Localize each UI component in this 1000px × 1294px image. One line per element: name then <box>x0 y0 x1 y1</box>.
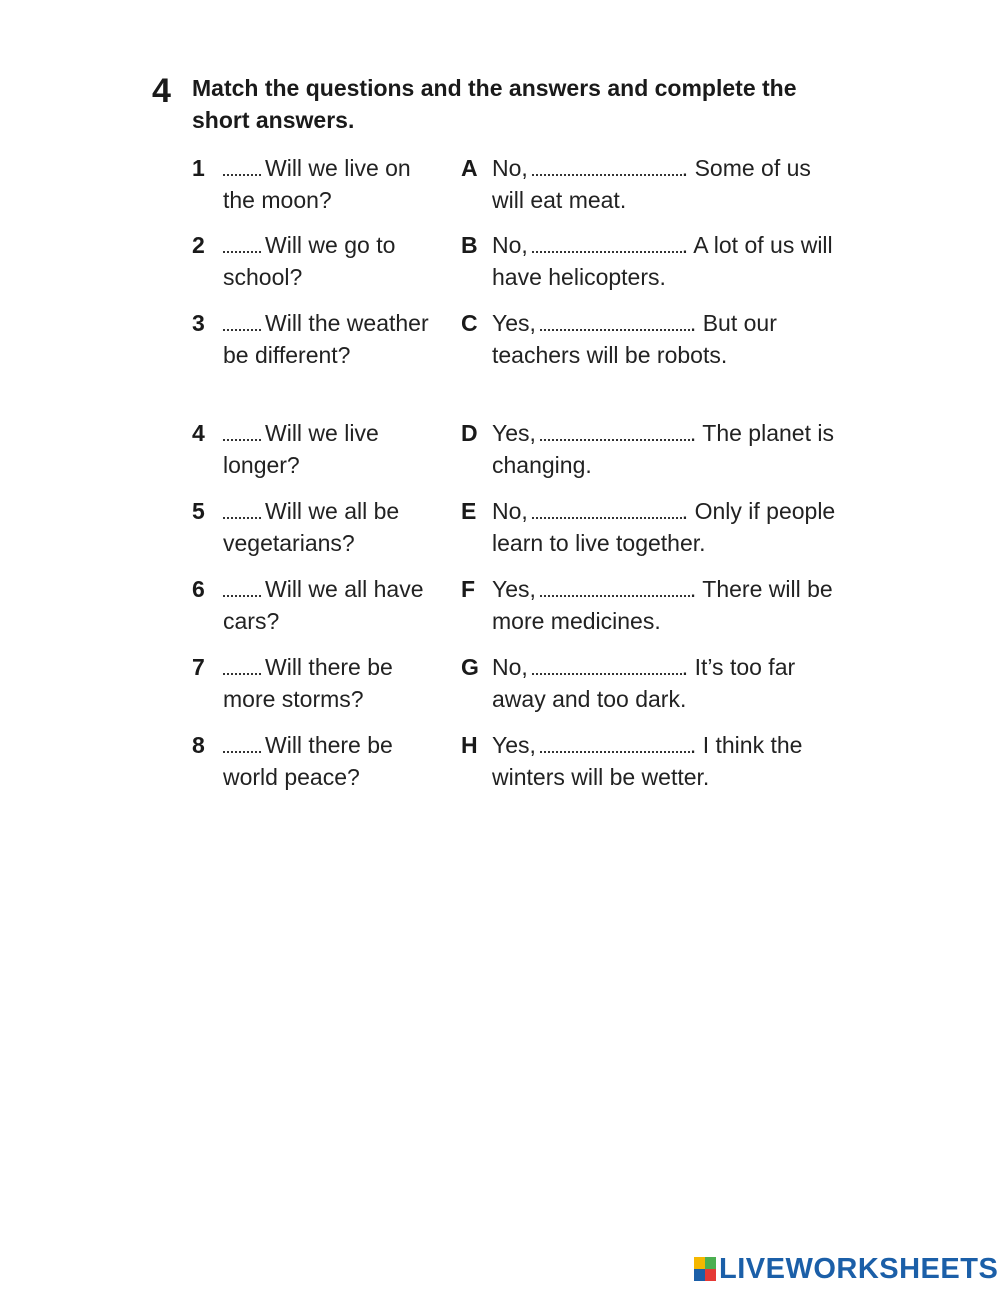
exercise-row <box>0 729 1000 809</box>
answer <box>492 152 842 216</box>
answer-letter: B <box>461 232 478 258</box>
question-text: Will there be more storms? <box>223 654 393 712</box>
answer <box>492 495 842 559</box>
answer-start: Yes, <box>492 576 536 602</box>
answer-text: . A lot of us will have helicopters. <box>492 232 833 290</box>
short-answer-blank[interactable] <box>540 729 690 753</box>
question <box>223 651 438 715</box>
answer-start: Yes, <box>492 732 536 758</box>
short-answer-blank[interactable] <box>532 651 682 675</box>
question-text: Will there be world peace? <box>223 732 393 790</box>
short-answer-blank[interactable] <box>532 495 682 519</box>
exercise-row <box>0 417 1000 497</box>
exercise-row <box>0 307 1000 387</box>
question <box>223 307 438 371</box>
question-text: Will we live on the moon? <box>223 155 411 213</box>
exercise-row <box>0 495 1000 575</box>
answer <box>492 573 842 637</box>
question <box>223 417 438 481</box>
answer-text: . Only if people learn to live together. <box>492 498 836 556</box>
question <box>223 152 438 216</box>
answer-letter: G <box>461 654 479 680</box>
match-blank[interactable] <box>223 729 261 753</box>
answer-letter: A <box>461 155 478 181</box>
answer-start: No, <box>492 654 528 680</box>
answer-text: . There will be more medicines. <box>492 576 833 634</box>
question <box>223 495 438 559</box>
instructions: Match the questions and the answers and complete the short answers. <box>192 75 797 133</box>
answer <box>492 229 842 293</box>
question-text: Will we live longer? <box>223 420 379 478</box>
question-number: 3 <box>192 310 205 336</box>
answer <box>492 307 842 371</box>
answer-text: . Some of us will eat meat. <box>492 155 811 213</box>
answer-letter: C <box>461 310 478 336</box>
question-number: 8 <box>192 732 205 758</box>
answer-start: Yes, <box>492 420 536 446</box>
question <box>223 573 438 637</box>
question-number: 4 <box>192 420 205 446</box>
logo-text: LIVEWORKSHEETS <box>719 1252 999 1285</box>
answer-start: No, <box>492 232 528 258</box>
question-number: 1 <box>192 155 205 181</box>
question-text: Will we all be vegetarians? <box>223 498 400 556</box>
logo-mark-icon <box>694 1257 716 1281</box>
liveworksheets-logo <box>694 1252 998 1286</box>
match-blank[interactable] <box>223 152 261 176</box>
short-answer-blank[interactable] <box>532 152 682 176</box>
answer-letter: H <box>461 732 478 758</box>
short-answer-blank[interactable] <box>540 307 690 331</box>
answer <box>492 651 842 715</box>
exercise-row <box>0 152 1000 232</box>
match-blank[interactable] <box>223 417 261 441</box>
answer-start: No, <box>492 155 528 181</box>
answer-letter: E <box>461 498 477 524</box>
answer-text: . I think the winters will be wetter. <box>492 732 803 790</box>
answer-letter: F <box>461 576 476 602</box>
question <box>223 729 438 793</box>
question-text: Will the weather be different? <box>223 310 429 368</box>
answer-start: Yes, <box>492 310 536 336</box>
exercise-row <box>0 651 1000 731</box>
answer-text: . But our teachers will be robots. <box>492 310 777 368</box>
exercise-row <box>0 229 1000 309</box>
question-number: 5 <box>192 498 205 524</box>
answer-letter: D <box>461 420 478 446</box>
question-text: Will we all have cars? <box>223 576 424 634</box>
match-blank[interactable] <box>223 495 261 519</box>
match-blank[interactable] <box>223 307 261 331</box>
answer <box>492 729 842 793</box>
short-answer-blank[interactable] <box>540 573 690 597</box>
question-number: 2 <box>192 232 205 258</box>
answer <box>492 417 842 481</box>
answer-start: No, <box>492 498 528 524</box>
match-blank[interactable] <box>223 573 261 597</box>
short-answer-blank[interactable] <box>532 229 682 253</box>
exercise-row <box>0 573 1000 653</box>
question <box>223 229 438 293</box>
answer-text: . The planet is changing. <box>492 420 834 478</box>
answer-text: . It’s too far away and too dark. <box>492 654 796 712</box>
question-text: Will we go to school? <box>223 232 396 290</box>
short-answer-blank[interactable] <box>540 417 690 441</box>
match-blank[interactable] <box>223 651 261 675</box>
question-number: 7 <box>192 654 205 680</box>
exercise-number: 4 <box>152 72 171 110</box>
question-number: 6 <box>192 576 205 602</box>
match-blank[interactable] <box>223 229 261 253</box>
